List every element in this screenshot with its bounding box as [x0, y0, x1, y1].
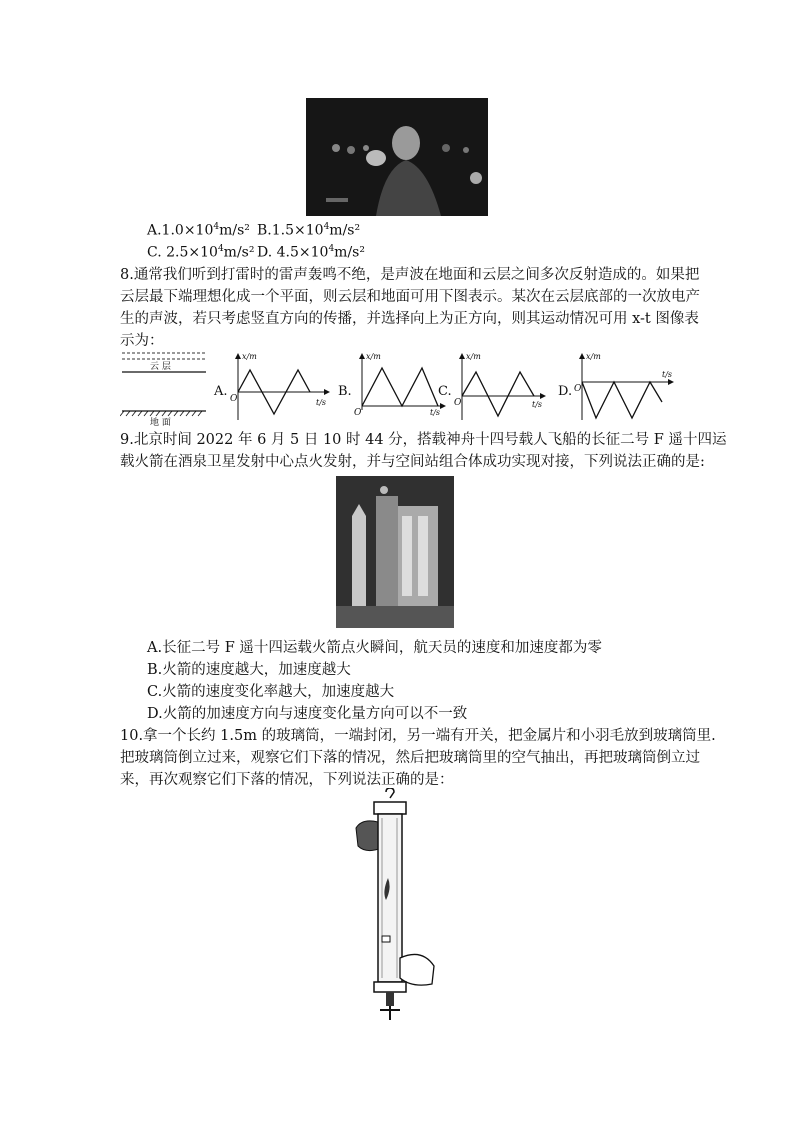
graph-b-letter: B.: [338, 384, 352, 399]
q10-line-1: 10.拿一个长约 1.5m 的玻璃筒，一端封闭，另一端有开关，把金属片和小羽毛放到玻璃筒里.: [120, 728, 716, 744]
q8-line-1: 8.通常我们听到打雷时的雷声轰鸣不绝，是声波在地面和云层之间多次反射造成的。如果把: [120, 267, 700, 283]
q7-option-d: D. $4.5\times 10^4m/s^2$: [257, 244, 365, 261]
graph-b-xlabel: t/s: [430, 408, 441, 417]
q8-graph-b: [338, 352, 448, 422]
graph-b-origin: O: [354, 408, 362, 418]
q8-graph-a: [214, 352, 332, 422]
graph-d-letter: D.: [558, 384, 573, 399]
ground-label: 地 面: [150, 418, 171, 428]
rocket-launch-photo: [336, 476, 454, 628]
q7-option-c: C. $2.5\times 10^4m/s^2$: [147, 244, 255, 261]
q8-line-3: 生的声波，若只考虑竖直方向的传播，并选择向上为正方向，则其运动情况可用 x-t 图像表: [120, 311, 699, 327]
table-tennis-photo: [306, 98, 488, 216]
q9-option-d: D.火箭的加速度方向与速度变化量方向可以不一致: [147, 706, 468, 722]
q9-option-a: A.长征二号 F 遥十四运载火箭点火瞬间，航天员的速度和加速度都为零: [147, 640, 602, 656]
graph-c-letter: C.: [438, 384, 452, 399]
graph-a-ylabel: x/m: [242, 352, 257, 361]
graph-c-origin: O: [454, 398, 462, 408]
q10-line-3: 来，再次观察它们下落的情况，下列说法正确的是：: [120, 772, 454, 788]
glass-tube-illustration: [352, 788, 436, 1024]
q9-line-2: 载火箭在酒泉卫星发射中心点火发射，并与空间站组合体成功实现对接，下列说法正确的是:: [120, 454, 705, 470]
q9-option-c: C.火箭的速度变化率越大，加速度越大: [147, 684, 395, 700]
q8-line-4: 示为：: [120, 333, 164, 349]
q9-line-1: 9.北京时间 2022 年 6 月 5 日 10 时 44 分，搭载神舟十四号载人飞船的长征二号 F 遥十四运: [120, 432, 727, 448]
cloud-ground-diagram: [120, 348, 210, 426]
graph-a-letter: A.: [214, 384, 228, 399]
cloud-label: 云 层: [150, 362, 171, 372]
graph-c-xlabel: t/s: [532, 400, 543, 409]
q8-line-2: 云层最下端理想化成一个平面，则云层和地面可用下图表示。某次在云层底部的一次放电产: [120, 289, 700, 305]
q8-graph-d: [558, 352, 678, 422]
q7-option-b: $B.1.5\times 10^4m/s^2$: [257, 222, 361, 239]
graph-a-xlabel: t/s: [316, 398, 327, 407]
graph-d-ylabel: x/m: [586, 352, 601, 361]
graph-b-ylabel: x/m: [366, 352, 381, 361]
q9-option-b: B.火箭的速度越大，加速度越大: [147, 662, 351, 678]
graph-d-xlabel: t/s: [662, 370, 673, 379]
table-tennis-photo-art: [306, 98, 488, 216]
graph-c-ylabel: x/m: [466, 352, 481, 361]
q8-graph-c: [438, 352, 550, 422]
graph-a-origin: O: [230, 394, 238, 404]
graph-d-origin: O: [574, 384, 582, 394]
q10-line-2: 把玻璃筒倒立过来，观察它们下落的情况，然后把玻璃筒里的空气抽出，再把玻璃筒倒立过: [120, 750, 700, 766]
q7-option-a: $A.1.0\times 10^4m/s^2$: [147, 222, 250, 239]
